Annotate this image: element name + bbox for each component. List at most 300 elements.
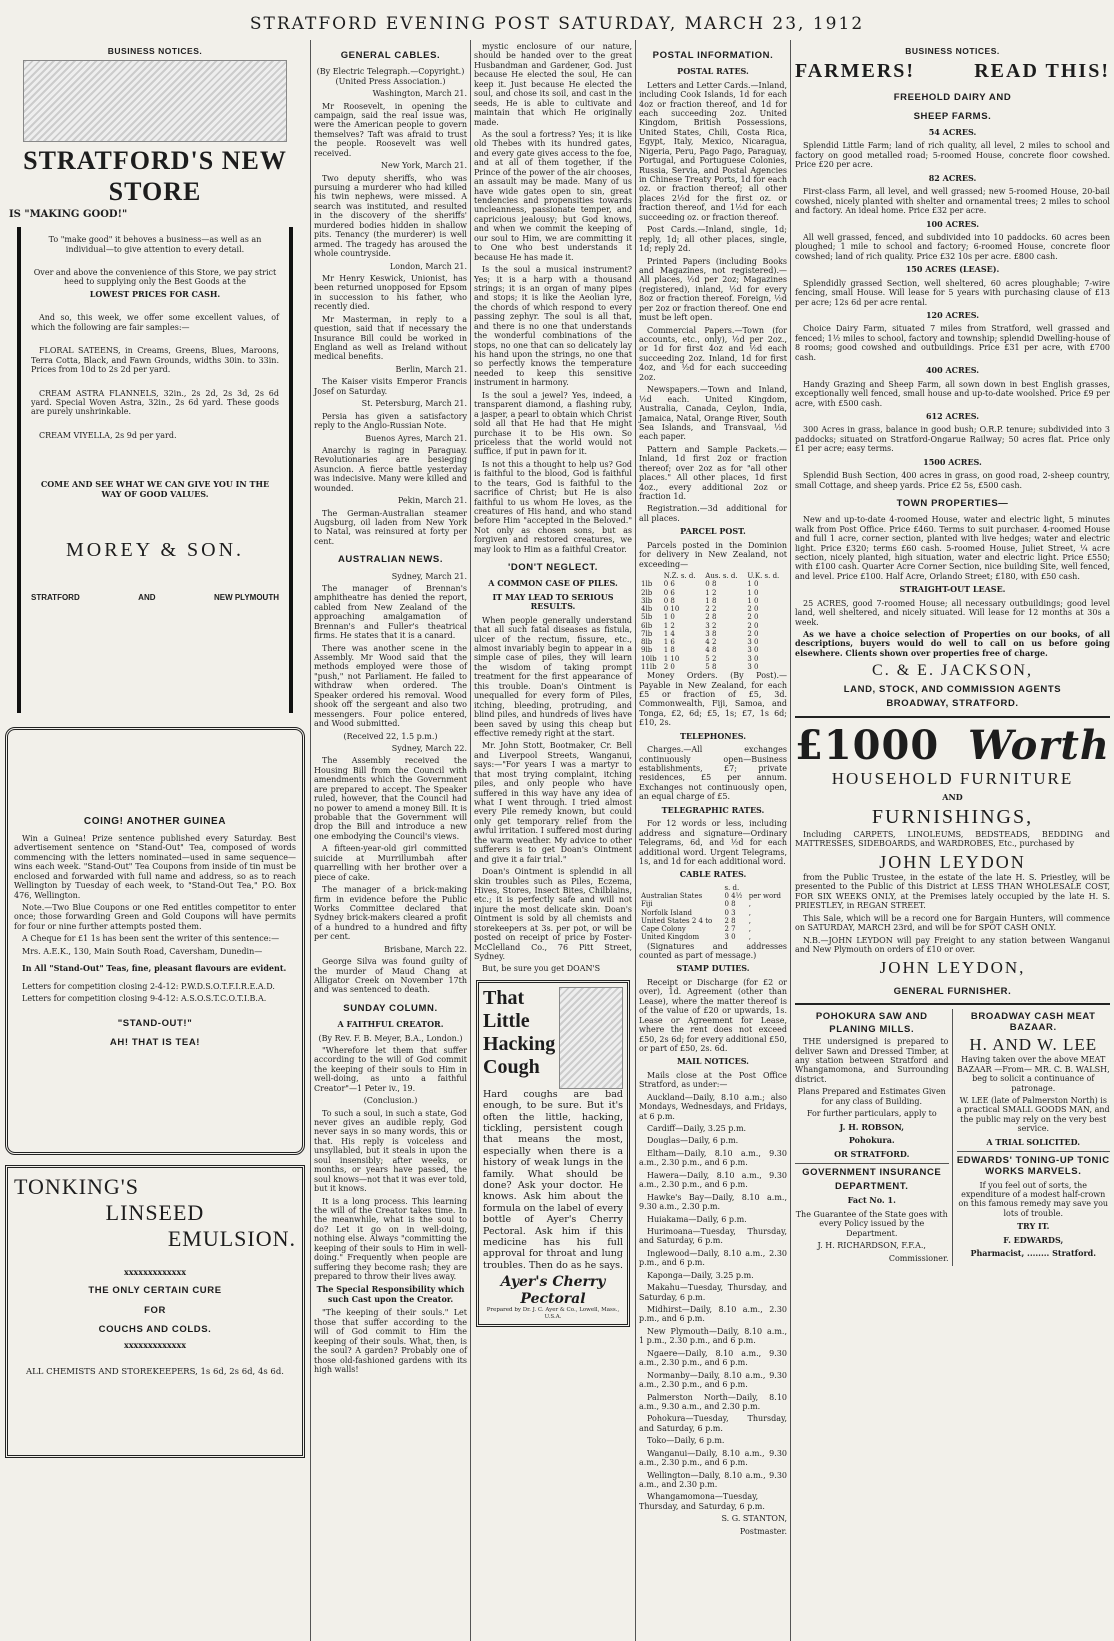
dateline: Sydney, March 22. (391, 743, 467, 753)
dateline: Washington, March 21. (372, 89, 467, 99)
paragraph: If you feel out of sorts, the expenditure of a modest half-crown on this famous remedy may save you lots of trouble. (958, 1180, 1109, 1218)
headline: READ THIS! (974, 60, 1110, 83)
dateline: Berlin, March 21. (395, 364, 467, 374)
table-row (639, 605, 787, 613)
location: STRATFORD (31, 592, 80, 602)
ad-title: DEPARTMENT. (835, 1181, 909, 1193)
table-cell: 3 8 (705, 629, 717, 638)
table-row (639, 900, 787, 908)
table-cell: 6lb (641, 621, 653, 630)
paragraph: Mails close at the Post Office Stratford, as under:— (639, 1070, 787, 1090)
paragraph: For 12 words or less, including address and signature—Ordinary Telegrams, 6d, and ½d for each additional word. Urgent Telegrams, 1s, and 1d for each additional word. (639, 819, 787, 866)
paragraph: Plans Prepared and Estimates Given for any class of Building. (797, 1087, 946, 1106)
list-item: New Plymouth—Daily, 8.10 a.m., 1 p.m., 2.30 p.m., and 6 p.m. (639, 1326, 787, 1346)
table-cell: 1 8 (663, 646, 675, 655)
list-item: Hawera—Daily, 8.10 a.m., 9.30 a.m., 2.30 p.m., and 6 p.m. (639, 1170, 787, 1190)
table-cell: 0 8 (663, 596, 675, 605)
table-header-cell: U.K. s. d. (747, 572, 780, 581)
table-row (639, 580, 787, 588)
table-header-cell: Aus. s. d. (705, 572, 738, 581)
paragraph: Splendid Little Farm; land of rich quality, all level, 2 miles to school and factory on good metalled road; 5-roomed House, concrete floor cowshed. Price £20 per acre. (795, 141, 1110, 170)
paragraph: Handy Grazing and Sheep Farm, all sown down in best English grasses, exceptionally well fenced, small house and up-to-date woolshed. Price £9 per acre, with £500 cash. (795, 379, 1110, 408)
paragraph: (Conclusion.) (363, 1096, 418, 1106)
paragraph: Charges.—All exchanges continuously open—Business establishments, £7; private residences, £5 per annum. Exchanges not continuously open, an equal charge of £5. (639, 745, 787, 802)
table-cell: 0 10 (663, 605, 680, 614)
table-cell: 7lb (641, 629, 653, 638)
ayer-headline (483, 987, 555, 1089)
section-title: 'DON'T NEGLECT. (507, 562, 599, 574)
paragraph: Choice Dairy Farm, situated 7 miles from Stratford, well grassed and fenced; 1½ miles to school, factory and township; splendid Dwelling-house of 8 rooms; good cowshed and outbuildings. Price £31 per acre, with £700 cash. (795, 324, 1110, 362)
headline-word: Little (483, 1009, 530, 1032)
paragraph: All well grassed, fenced, and subdivided into 10 paddocks. 60 acres been ploughed; 1 mile to school and factory; 6-roomed House, concrete floor cowshed; land of rich quality. Price £32 10s per acre. £800 cash. (795, 232, 1110, 261)
table-cell: 3lb (641, 596, 653, 605)
mail-list (639, 1093, 787, 1512)
list-item: Palmerston North—Daily, 8.10 a.m., 9.30 a.m., and 2.30 p.m. (639, 1392, 787, 1411)
paragraph: Doan's Ointment is splendid in all skin troubles such as Piles, Eczema, Hives, Stores, Insect Bites, Chilblains, etc.; it is perfectly safe and will not injure the most delicate skin. Doan's Ointment is sold by all chemists and storekeepers at 3s. per pot, or will be posted on receipt of price by Foster-McClelland Co., 76 Pitt Street, Sydney. (474, 867, 632, 962)
paragraph: The Kaiser visits Emperor Francis Josef on Saturday. (314, 377, 467, 396)
table-row (639, 622, 787, 630)
table-cell: 5lb (641, 613, 653, 622)
dateline: Pekin, March 21. (397, 496, 467, 506)
table-cell: , (748, 933, 752, 942)
paragraph: Registration.—3d additional for all places. (639, 504, 787, 523)
ad-line: THE ONLY CERTAIN CURE (88, 1285, 222, 1297)
paragraph: Mr Henry Keswick, Unionist, has been returned unopposed for Epsom in succession to his father, who recently died. (314, 273, 467, 312)
list-item: Eltham—Daily, 8.10 a.m., 9.30 a.m., 2.30 p.m., and 6 p.m. (639, 1148, 787, 1168)
column-postal-information (636, 42, 790, 1641)
farm-heading: STRAIGHT-OUT LEASE. (899, 584, 1006, 595)
paragraph: Mr Roosevelt, in opening the campaign, said the real issue was, were the American people to govern themselves? Taft was afraid to trust the people. Roosevelt was well received. (314, 101, 467, 158)
paragraph: There was another scene in the Assembly. Mr Wood said that the methods employed were those of "push," not Parliament. He failed to withdraw when ordered. The Speaker ordered his removal. Wood shook off the sergeant and also two messengers. Four police entered, and Wood submitted. (314, 643, 467, 729)
headline: £1000 (795, 721, 940, 769)
table-cell: 4 2 (705, 638, 717, 647)
list-item: Wanganui—Daily, 8.10 a.m., 9.30 a.m., 2.30 p.m., and 6 p.m. (639, 1448, 787, 1468)
paragraph: Letters and Letter Cards.—Inland, including Cook Islands, 1d for each 4oz or fraction thereof, and 1d for each succeeding 2oz. United Kingdom, British Possessions, United States, Chili, Costa Rica, Egypt, Italy, Mexico, Nicaragua, Nigeria, Peru, Pago Pago, Paraguay, Portugal, and Portuguese Colonies, Russia, Servia, and Postal Agencies in Chinese Treaty Ports, 1d for each oz. or fraction thereof; all other places 2½d for the first oz. or fraction thereof, and 1½d for each succeeding oz. or fraction thereof. (639, 80, 787, 222)
headline-word: Hacking (483, 1032, 556, 1055)
table-header-cell (747, 884, 787, 892)
paragraph: Newspapers.—Town and Inland, ½d each. United Kingdom, Australia, Canada, Ceylon, India, Jamaica, Natal, Orange River, South Sea Islands, and Transvaal, ½d each paper. (639, 385, 787, 442)
firm-name: MOREY & SON. (65, 539, 245, 562)
ad-subtitle: TOWN PROPERTIES— (896, 498, 1009, 510)
ad-footer: Prepared by Dr. J. C. Ayer & Co., Lowell, Mass., U.S.A. (486, 1307, 620, 1320)
paragraph: The manager of Brennan's amphitheatre has denied the report, cabled from New Zealand of the approaching amalgamation of Brennan's and Fuller's theatrical firms. He states that it is a canard. (314, 583, 467, 641)
table-cell: 3 0 (724, 933, 736, 942)
dateline: London, March 21. (389, 261, 467, 271)
ad-title: EMULSION. (167, 1226, 296, 1252)
dateline: (Received 22, 1.5 p.m.) (343, 731, 438, 741)
paragraph: George Silva was found guilty of the murder of Maud Chang at Alligator Creek on November 17th and was sentenced to death. (314, 957, 467, 995)
ad-title: TONKING'S (14, 1174, 140, 1200)
ayer-portrait (559, 987, 623, 1089)
paragraph: CREAM ASTRA FLANNELS, 32in., 2s 2d, 2s 3d, 2s 6d yard. Special Woven Astra, 32in., 2s 6d yard. These goods are purely unshrinkable. (31, 388, 279, 417)
signature: J. H. RICHARDSON, F.F.A., (817, 1241, 926, 1251)
headline-word: Cough (483, 1055, 540, 1078)
table-cell: 8lb (641, 638, 653, 647)
paragraph: To "make good" it behoves a business—as well as an individual—to give attention to every detail. (48, 235, 262, 254)
contact-line: Pharmacist, ........ Stratford. (970, 1248, 1097, 1259)
ad-line: FOR (144, 1304, 166, 1316)
paragraph: When people generally understand that all such fatal diseases as fistula, ulcer of the rectum, fissure, etc., almost invariably begin to appear in a simple case of piles, they will learn the wisdom of taking prompt treatment for the first appearance of this trouble. Doan's Ointment is unequalled for every form of Piles, itching, bleeding, protruding, and blind piles, and hundreds of lives have been saved by using this cheap but effective remedy right at the start. (474, 615, 632, 738)
firm-line: LAND, STOCK, AND COMMISSION AGENTS (843, 684, 1062, 696)
paragraph: Is not this a thought to help us? God is faithful to the blood, God is faithful to the tears, God is faithful to the sacrifice of Christ; but He is also faithful to us whom He loves, as the creatures of His hand, and who stand before Him "accepted in the Beloved." Not only as chosen sons, but as forgiven and restored creatures, we may look to Him as a faithful Creator. (474, 459, 632, 554)
table-row (639, 925, 787, 933)
paragraph: Is the soul a jewel? Yes, indeed, a transparent diamond, a flashing ruby, a jasper, a pearl to obtain which Christ sold all that He had that He might purchase it to be His own. So priceless that the world would not suffice, if put in pawn for it. (474, 390, 632, 457)
table-cell: 2 0 (747, 613, 759, 622)
table-row (639, 630, 787, 638)
paragraph: The Guarantee of the State goes with every Policy issued by the Department. (795, 1209, 948, 1238)
table-row (639, 663, 787, 671)
headline: FARMERS! (795, 60, 916, 83)
ad-line: ALL CHEMISTS AND STOREKEEPERS, 1s 6d, 2s 6d, 4s 6d. (26, 1366, 284, 1377)
farm-heading: 400 ACRES. (925, 365, 980, 376)
table-cell: 1 0 (747, 588, 759, 597)
table-cell: 0 3 (724, 908, 736, 917)
list-item: Auckland—Daily, 8.10 a.m.; also Mondays, Wednesdays, and Fridays, at 6 p.m. (639, 1092, 787, 1121)
contact-name: F. EDWARDS, (1003, 1234, 1064, 1245)
store-ad-body (17, 227, 293, 713)
firm-name: H. AND W. LEE (969, 1035, 1098, 1055)
table-row (639, 917, 787, 925)
signature: Commissioner. (888, 1253, 949, 1263)
table-cell: 0 4½ (724, 892, 743, 901)
table-row (639, 933, 787, 941)
paragraph: In All "Stand-Out" Teas, fine, pleasant flavours are evident. (22, 963, 287, 974)
farm-heading: 100 ACRES. (925, 218, 980, 229)
section-title: POSTAL INFORMATION. (652, 50, 774, 61)
parcel-table (639, 572, 787, 671)
table-row (639, 597, 787, 605)
firm-line: GENERAL FURNISHER. (893, 985, 1012, 997)
table-row (639, 589, 787, 597)
table-row (639, 892, 787, 900)
paragraph: COME AND SEE WHAT WE CAN GIVE YOU IN THE WAY OF GOOD VALUES. (40, 479, 270, 499)
paragraph: And so, this week, we offer some excellent values, of which the following are fair samples:— (31, 313, 279, 332)
paragraph: CREAM VIYELLA, 2s 9d per yard. (39, 430, 177, 440)
paragraph: Mr Masterman, in reply to a question, said that if necessary the Insurance Bill could be worked in England as well as Ireland without medical benefits. (314, 314, 467, 362)
paragraph: But, be sure you get DOAN'S (482, 964, 601, 974)
list-item: Toko—Daily, 6 p.m. (647, 1436, 725, 1446)
ad-subtitle: FURNISHINGS, (871, 806, 1034, 829)
contact-line: Pohokura. (848, 1135, 895, 1146)
location: AND (138, 592, 156, 602)
paragraph: Win a Guinea! Prize sentence published every Saturday. Best advertisement sentence on "Stand-Out" Tea, composed of words commencing with the letters nominated—used in same sequence—wins each week. "Stand-Out" Tea Coupons from inside of tin must be enclosed and forwarded with full name and address, so as to reach Wellington by Tuesday of each week, to "Stand-Out Tea," P.O. Box 476, Wellington. (14, 833, 296, 900)
farm-heading: 120 ACRES. (925, 310, 980, 321)
column-general-cables (311, 42, 470, 1641)
paragraph: "The keeping of their souls." Let those that suffer according to the will of God commit to Him the keeping of their souls. What, then, is the soul? A garden? Probably one of those old-fashioned gardens with its high walls! (314, 1308, 467, 1374)
table-cell: 2 8 (724, 916, 736, 925)
paragraph: As we have a choice selection of Properties on our books, of all descriptions, buyers would do well to call on us before going elsewhere. Clients shown over properties free of charge. (795, 629, 1110, 658)
list-item: Makahu—Tuesday, Thursday, and Saturday, 6 p.m. (639, 1283, 787, 1302)
paragraph: W. LEE (late of Palmerston North) is a practical SMALL GOODS MAN, and the public may rely on the very best service. (956, 1095, 1110, 1134)
table-row (639, 909, 787, 917)
section-header: BUSINESS NOTICES. (905, 46, 1000, 56)
paragraph: Note.—Two Blue Coupons or one Red entitles competitor to enter once; those forwarding Green and Gold Coupons will have permits for four or nine further attempts posted them. (14, 903, 296, 931)
paragraph: Letters for competition closing 2-4-12: P.W.D.S.O.T.F.I.R.E.A.D. (22, 981, 275, 991)
cable-table (639, 884, 787, 942)
table-cell: 4 8 (705, 646, 717, 655)
table-header-cell: s. d. (724, 883, 740, 892)
dateline: New York, March 21. (381, 161, 467, 171)
paragraph: Including CARPETS, LINOLEUMS, BEDSTEADS, BEDDING and MATTRESSES, SIDEBOARDS, and WARDROBES, Etc., purchased by (795, 829, 1110, 849)
paragraph: Over and above the convenience of this Store, we pay strict heed to supplying only the Best Goods at the (33, 268, 277, 287)
ad-line: TRY IT. (1017, 1221, 1050, 1232)
table-header-row (639, 572, 787, 580)
paragraph: LOWEST PRICES FOR CASH. (89, 288, 221, 299)
list-item: Hawke's Bay—Daily, 8.10 a.m., 9.30 a.m., 2.30 p.m. (639, 1192, 787, 1212)
table-cell: 3 0 (747, 638, 759, 647)
paragraph: Two deputy sheriffs, who was pursuing a murderer who had killed his twin nephews, were missed. A search was instituted, and resulted in the discovery of the sheriffs' murdered bodies hidden in shallow pits. Tenancy (the murderer) is well armed. The tragedy has aroused the whole countryside. (314, 173, 467, 259)
pohokura-ad (795, 1009, 953, 1266)
table-cell: Norfolk Island (641, 908, 692, 917)
section-subtitle: A COMMON CASE OF PILES. (488, 578, 618, 589)
worth-heading (795, 716, 1110, 769)
table-cell: 3 0 (747, 654, 759, 663)
ayer-ad (476, 980, 630, 1327)
table-cell: 1 2 (705, 588, 717, 597)
table-cell: 1 2 (663, 621, 675, 630)
ad-title: LINSEED (105, 1200, 205, 1226)
paragraph: New and up-to-date 4-roomed House, water and electric light, 5 minutes walk from Post Office. Price £460. Terms to suit purchaser. 4-roomed House and full 1 acre, corner section, planted with live hedges; water and electric light. Price £320; terms £60 cash. 5-roomed House, Juliet Street, ¼ acre section, nicely planted, high situation, water and electric light. Price £550; with £100 cash. Quarter Acre Corner Section, nice building Site, well fenced, and level. Price £100. Half Acre, Orlando Street; £180, with £50 cash. (795, 515, 1110, 581)
divider: xxxxxxxxxxxxx (123, 1267, 186, 1278)
headline: Worth (968, 721, 1110, 769)
paragraph: THE undersigned is prepared to deliver Sawn and Dressed Timber, at any station between Stratford and Whangamomona, and Surrounding district. (795, 1037, 949, 1084)
table-cell: Fiji (641, 900, 653, 909)
list-item: Cardiff—Daily, 3.25 p.m. (647, 1124, 747, 1134)
firm-name: C. & E. JACKSON, (872, 662, 1033, 680)
table-cell: 11lb (641, 662, 657, 671)
paragraph: FLORAL SATEENS, in Creams, Greens, Blues, Maroons, Terra Cotta, Black, and Fawn Grounds, widths 30in. to 33in. Prices from 10d to 2s 2d per yard. (31, 346, 279, 375)
ad-subtitle: SHEEP FARMS. (913, 110, 992, 122)
column-business-notices (0, 42, 310, 1641)
table-cell: United Kingdom (641, 933, 700, 942)
paragraph: A Cheque for £1 1s has been sent the writer of this sentence:— (22, 934, 280, 944)
tonking-ad (5, 1165, 305, 1458)
table-row (639, 638, 787, 646)
table-cell: 2lb (641, 588, 653, 597)
firm-locations (31, 593, 279, 602)
paragraph: Is the soul a musical instrument? Yes; it is a harp with a thousand strings; it is an organ of many pipes and stops; it is like the Aeolian lyre, the chords of which respond to every passing zephyr. The soul is all that, and there is no one that understands the wonderful combinations of the stops, no one that can so delicately lay his hand upon the strings, no one that so perfectly knows the temperature needed to keep this sensitive instrument in harmony. (474, 265, 632, 388)
section-subtitle: STAMP DUTIES. (676, 963, 750, 974)
table-cell: 2 8 (705, 613, 717, 622)
firm-line: BROADWAY, STRATFORD. (886, 698, 1019, 710)
ad-subtitle: HOUSEHOLD FURNITURE (831, 768, 1074, 788)
table-cell: , (748, 908, 752, 917)
table-row (639, 646, 787, 654)
paragraph: This Sale, which will be a record one for Bargain Hunters, will commence on SATURDAY, MARCH 23rd, and will be for SPOT CASH ONLY. (795, 913, 1110, 933)
table-header-cell (639, 884, 722, 892)
table-cell: 0 6 (663, 588, 675, 597)
paragraph: Having taken over the above MEAT BAZAAR —From— MR. C. B. WALSH, beg to solicit a continuance of patronage. (956, 1055, 1110, 1093)
section-subtitle: MAIL NOTICES. (677, 1056, 749, 1067)
ad-line: A TRIAL SOLICITED. (986, 1136, 1081, 1147)
ad-title: EDWARDS' TONING-UP TONIC WORKS MARVELS. (957, 1151, 1111, 1177)
section-subtitle: TELEPHONES. (679, 730, 746, 741)
paragraph: To such a soul, in such a state, God never gives an audible reply, God never says in so many words, this or that. His reply is voiceless and unsyllabled, but it steals in upon the soul insensibly; after weeks, or months, or years have passed, the soul knows—not that it was ever told, but it knows. (314, 1108, 467, 1194)
farm-heading: 1500 ACRES. (923, 456, 982, 467)
table-cell: 4lb (641, 605, 653, 614)
section-subtitle: The Special Responsibility which such Cast upon the Creator. (316, 1284, 465, 1304)
list-item: Huiakama—Daily, 6 p.m. (647, 1214, 747, 1224)
list-item: Wellington—Daily, 8.10 a.m., 9.30 a.m., and 2.30 p.m. (639, 1470, 787, 1490)
list-item: Inglewood—Daily, 8.10 a.m., 2.30 p.m., and 6 p.m. (639, 1248, 787, 1268)
location: NEW PLYMOUTH (213, 592, 279, 602)
signature: S. G. STANTON, (721, 1514, 787, 1524)
brand-name: Ayer's Cherry Pectoral (500, 1274, 606, 1307)
table-cell: per word (748, 892, 782, 901)
ad-line: AND (942, 791, 963, 802)
paragraph: Persia has given a satisfactory reply to the Anglo-Russian Note. (314, 411, 467, 431)
table-cell: 1 0 (747, 596, 759, 605)
table-cell: , (748, 925, 752, 934)
table-cell: 5 2 (705, 654, 717, 663)
table-cell: , (748, 916, 752, 925)
divider: xxxxxxxxxxxxx (123, 1340, 186, 1351)
ad-title: BROADWAY CASH MEAT BAZAAR. (970, 1010, 1096, 1033)
credit: (By Electric Telegraph.—Copyright.) (United Press Association.) (316, 67, 465, 86)
paragraph: Printed Papers (including Books and Magazines, not registered).—All places, ½d per 2oz; Magazines (registered), inland, ½d for every 8oz or fraction thereof. Foreign, ½d per 2oz or fraction thereof. One end must be left open. (639, 256, 787, 323)
dateline: Buenos Ayres, March 21. (365, 433, 467, 443)
paragraph: 25 ACRES, good 7-roomed House; all necessary outbuildings; good level land, well sheltered, and nicely situated. Will lease for 12 months at 30s a week. (795, 598, 1110, 627)
ayer-heading (483, 987, 623, 1089)
list-item: Pohokura—Tuesday, Thursday, and Saturday, 6 p.m. (639, 1414, 787, 1433)
dateline: Brisbane, March 22. (384, 944, 467, 954)
list-item: Normanby—Daily, 8.10 a.m., 9.30 a.m., 2.30 p.m., and 6 p.m. (639, 1370, 787, 1390)
bottom-ads (795, 1003, 1110, 1266)
section-subtitle: TELEGRAPHIC RATES. (661, 804, 765, 815)
table-cell: 10lb (641, 654, 657, 663)
paragraph: Mrs. A.E.K., 130, Main South Road, Caversham, Dunedin— (22, 946, 263, 956)
store-title: STRATFORD'S NEW STORE (23, 146, 287, 206)
paragraph: from the Public Trustee, in the estate of the late H. S. Priestley, will be presented to the Public of this District at LESS THAN WHOLESALE COST, FOR SIX WEEKS ONLY, at the Premises lately occupied by the late H. S. PRIESTLEY, in REGAN STREET. (795, 873, 1110, 911)
table-cell: 3 0 (747, 646, 759, 655)
section-title: SUNDAY COLUMN. (343, 1002, 438, 1014)
ad-line: Fact No. 1. (847, 1195, 896, 1206)
signature: Postmaster. (739, 1526, 787, 1536)
table-cell: 1 8 (705, 596, 717, 605)
contact-name: J. H. ROBSON, (839, 1121, 905, 1132)
list-item: Whangamomona—Tuesday, Thursday, and Saturday, 6 p.m. (639, 1492, 765, 1511)
section-subtitle: PARCEL POST. (680, 526, 746, 537)
contact-line: OR STRATFORD. (834, 1148, 910, 1159)
table-cell: 0 6 (663, 580, 675, 589)
firm-name: JOHN LEYDON (879, 851, 1026, 872)
paragraph: 300 Acres in grass, balance in good bush; O.R.P. tenure; subdivided into 3 paddocks; situated on Stratford-Ongarue Railway; 50 acres flat. Price only £1 per acre; easy terms. (795, 425, 1110, 454)
paragraph: Receipt or Discharge (for £2 or over), 1d. Agreement (other than Lease), where the matter thereof is of the value of £20 or upwards, 1s. Lease or Agreement for Lease, where the rent does not exceed £50, 2s 6d; for every additional £50, or part of £50, 2s. 6d. (639, 977, 787, 1053)
table-cell: 0 8 (705, 580, 717, 589)
column-business-notices-right (791, 42, 1114, 1641)
table-cell: 0 8 (724, 900, 736, 909)
farm-heading: 54 ACRES. (928, 127, 977, 138)
table-cell: 1 6 (663, 638, 675, 647)
store-illustration (23, 60, 287, 142)
table-cell: Australian States (641, 892, 703, 901)
table-header-row (639, 884, 787, 892)
table-cell: , (748, 900, 752, 909)
section-header: BUSINESS NOTICES. (107, 46, 203, 56)
tea-ad (5, 727, 305, 1155)
table-header-cell: N.Z. s. d. (663, 572, 696, 581)
section-title: GENERAL CABLES. (340, 50, 441, 61)
section-subtitle: IT MAY LEAD TO SERIOUS RESULTS. (492, 591, 614, 612)
ad-subtitle: FREEHOLD DAIRY AND (893, 91, 1012, 103)
table-cell: 2 0 (747, 605, 759, 614)
list-item: Ngaere—Daily, 8.10 a.m., 9.30 a.m., 2.30 p.m., and 6 p.m. (639, 1348, 787, 1368)
table-cell: 1 0 (663, 613, 675, 622)
list-item: Midhirst—Daily, 8.10 a.m., 2.30 p.m., and 6 p.m. (639, 1305, 787, 1324)
paragraph: Pattern and Sample Packets.—Inland, 1d first 2oz or fraction thereof; over 2oz as for "all other places." All other places, 1d first 4oz., every additional 2oz or fraction 1d. (639, 444, 787, 502)
column-sunday-continued (471, 42, 635, 1641)
table-header-cell (639, 572, 662, 580)
list-item: Kaponga—Daily, 3.25 p.m. (647, 1270, 754, 1280)
paragraph: For further particulars, apply to (806, 1109, 937, 1119)
table-cell: 2 2 (705, 605, 717, 614)
section-subtitle: POSTAL RATES. (677, 66, 749, 77)
table-cell: 2 0 (747, 621, 759, 630)
paragraph: Commercial Papers.—Town (for accounts, etc., only), ½d per 2oz., or 1d for first 4oz and ½d each succeeding 2oz. Inland, 1d for first 4oz, and ½d for each succeeding 2oz. (639, 325, 787, 382)
table-cell: 3 2 (705, 621, 717, 630)
farmers-heading (795, 60, 1110, 84)
table-cell: 1 4 (663, 629, 675, 638)
section-title: AUSTRALIAN NEWS. (337, 554, 444, 566)
table-cell: 1 10 (663, 654, 680, 663)
table-cell: 2 7 (724, 925, 736, 934)
table-cell: 9lb (641, 646, 653, 655)
paragraph: A fifteen-year-old girl committed suicide at Murrillumbah after quarrelling with her brother over a piece of cake. (314, 844, 467, 882)
section-subtitle: A FAITHFUL CREATOR. (337, 1019, 444, 1030)
table-cell: Cape Colony (641, 925, 686, 934)
table-cell: United States 2 4 to (641, 916, 713, 925)
store-subtitle: IS "MAKING GOOD!" (9, 209, 128, 221)
paragraph: (Signatures and addresses counted as part of message.) (639, 941, 787, 961)
section-subtitle: CABLE RATES. (679, 869, 747, 880)
table-cell: 1 0 (747, 580, 759, 589)
paragraph: Parcels posted in the Dominion for delivery in New Zealand, not exceeding— (639, 540, 787, 569)
dateline: St. Petersburg, March 21. (361, 399, 467, 409)
ad-title: POHOKURA SAW AND (815, 1010, 928, 1022)
table-cell: 1lb (641, 580, 653, 589)
table-cell: 2 0 (747, 629, 759, 638)
masthead: STRATFORD EVENING POST SATURDAY, MARCH 23, 1912 (249, 14, 865, 34)
paragraph: mystic enclosure of our nature, should be handed over to the great Husbandman and Gardener, God. Just because He elected the soul, He can keep it. Just because He elected the soul, and chose its soil, and cast in the seeds, He is able to cultivate and maintain that which He originally made. (474, 42, 632, 127)
paragraph: Anarchy is raging in Paraguay. Revolutionaries are besieging Asuncion. A fierce battle yesterday was indecisive. Many were killed and wounded. (314, 445, 467, 493)
table-cell: 5 8 (705, 662, 717, 671)
paragraph: Hard coughs are bad enough, to be sure. But it's often the little, hacking, tickling, persistent cough that means the most, especially when there is a history of weak lungs in the family. What should be done? Ask your doctor. He knows. Ask him about the formula on the label of every bottle of Ayer's Cherry Pectoral. Ask him if this medicine has his full approval for throat and lung troubles. Then do as he says. (483, 1088, 624, 1271)
dateline: Sydney, March 21. (391, 571, 467, 581)
farm-heading: 150 ACRES (LEASE). (905, 264, 1000, 275)
farm-heading: 82 ACRES. (928, 172, 977, 183)
table-cell: 3 0 (747, 662, 759, 671)
ad-slogan: "STAND-OUT!" (117, 1017, 193, 1029)
credit: (By Rev. F. B. Meyer, B.A., London.) (318, 1033, 463, 1043)
ad-line: COUCHS AND COLDS. (98, 1323, 212, 1335)
paragraph: "Wherefore let them that suffer according to the will of God commit the keeping of their souls to Him in well-doing, as unto a faithful Creator"—1 Peter iv., 19. (314, 1045, 467, 1093)
ad-title: GOVERNMENT INSURANCE (795, 1163, 949, 1178)
farm-heading: 612 ACRES. (925, 410, 980, 421)
lee-ad (957, 1009, 1111, 1266)
firm-name: JOHN LEYDON, (879, 957, 1026, 977)
paragraph: Splendid Bush Section, 400 acres in grass, on good road, 2-sheep country, small Cottage, and sheep yards. Price £2 5s, £500 cash. (795, 471, 1110, 490)
table-row (639, 655, 787, 663)
paragraph: The manager of a brick-making firm in evidence before the Public Works Committee declared that Sydney brick-makers cleared a profit of a hundred to a hundred and fifty per cent. (314, 885, 467, 942)
paragraph: Splendidly grassed Section, well sheltered, 60 acres ploughable; 7-wire fencing, small House. Will lease for 5 years with purchasing clause of £13 per acre; 12s 6d per acre rental. (795, 278, 1110, 307)
table-row (639, 613, 787, 621)
ad-title: PLANING MILLS. (829, 1023, 915, 1035)
paragraph: As the soul a fortress? Yes; it is like old Thebes with its hundred gates, and every gate gives access to the foe, and at all of them together, if the Prince of the power of the air chooses, an assault may be made. Many of us have wide gates open to sin, great tendencies and propensities towards uncleanness, passionate temper, and capricious jealousy; but God knows, and when we commit the keeping of our soul to Him, we are committing it to One who best understands it because He has made it. (474, 129, 632, 262)
paragraph: It is a long process. This learning the will of the Creator takes time. In the meanwhile, what is the soul to do? Let it go on in well-doing, nothing else. Always "committing the keeping of their souls to Him in well-doing." Frequently when people are suffering they become rash; they are prepared to throw their lives away. (314, 1196, 467, 1282)
ad-title: COING! ANOTHER GUINEA (83, 816, 227, 828)
paragraph: Money Orders. (By Post).—Payable in New Zealand, for each £5 or fraction of £5, 3d. Commonwealth, Fiji, Samoa, and Tonga, £2, 6d; £5, 1s; £7, 1s 6d; £10, 2s. (639, 671, 787, 728)
list-item: Douglas—Daily, 6 p.m. (647, 1136, 739, 1146)
